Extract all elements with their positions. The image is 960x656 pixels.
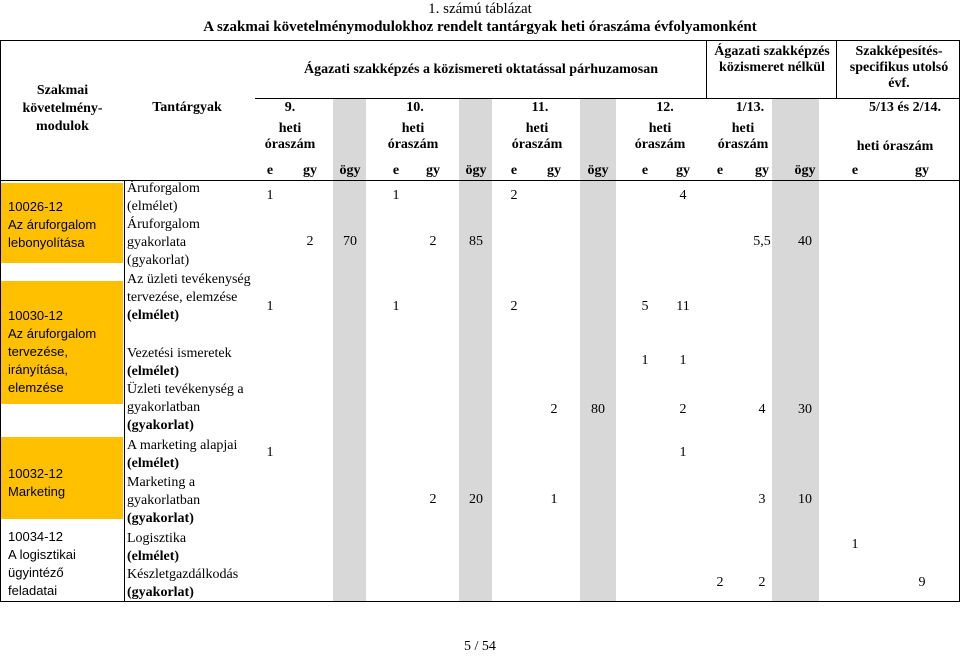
rule-module-col (124, 180, 125, 602)
heti-oraszam-12: heti óraszám (634, 121, 686, 152)
lesson-type-2: ögy (339, 163, 361, 178)
rule-bottom (0, 601, 960, 602)
subject-marketing-alapjai: A marketing alapjai (elmélet) (127, 438, 238, 471)
year-12: 12. (656, 100, 674, 115)
lesson-type-9: e (641, 163, 649, 178)
lesson-type-13: ögy (794, 163, 816, 178)
subject-logisztika: Logisztika (elmélet) (127, 531, 187, 564)
heti-oraszam-1-13: heti óraszám (717, 121, 769, 152)
hours-value: 1 (679, 445, 687, 460)
heti-oraszam-last: heti óraszám (856, 139, 934, 154)
subject-keszletgazdalkodas: Készletgazdálkodás (gyakorlat) (127, 567, 239, 600)
hours-value: 1 (266, 299, 274, 314)
hours-value: 85 (469, 234, 483, 249)
hours-value: 1 (266, 188, 274, 203)
hours-value: 2 (550, 402, 558, 417)
hours-value: 2 (306, 234, 314, 249)
heti-oraszam-10: heti óraszám (387, 121, 439, 152)
lesson-type-0: e (266, 163, 274, 178)
hours-value: 2 (510, 299, 518, 314)
module-10030: 10030-12 Az áruforgalom tervezése, irányítása, elemzése (8, 308, 97, 395)
hours-value: 9 (918, 575, 926, 590)
year-9: 9. (284, 100, 296, 115)
lesson-type-8: ögy (587, 163, 609, 178)
hours-value: 1 (392, 299, 400, 314)
hours-value: 5 (641, 299, 649, 314)
lesson-type-11: e (716, 163, 724, 178)
subjects-column-header: Tantárgyak (152, 100, 222, 115)
subject-aruforgalom: Áruforgalom (elmélet) (127, 181, 200, 214)
hours-value: 2 (429, 492, 437, 507)
rule-years (255, 98, 960, 99)
lesson-type-15: gy (915, 163, 929, 178)
rule-left (0, 40, 1, 602)
hours-value: 1 (392, 188, 400, 203)
hours-value: 1 (550, 492, 558, 507)
hours-value: 4 (679, 188, 687, 203)
hours-value: 2 (510, 188, 518, 203)
hours-value: 2 (758, 575, 766, 590)
page-number: 5 / 54 (464, 639, 496, 654)
hours-value: 2 (429, 234, 437, 249)
hours-value: 1 (679, 353, 687, 368)
hours-value: 3 (758, 492, 766, 507)
hours-value: 2 (716, 575, 724, 590)
year-11: 11. (531, 100, 549, 115)
year-5-13-2-14: 5/13 és 2/14. (869, 100, 941, 115)
table-title: A szakmai követelménymodulokhoz rendelt tantárgyak heti óraszáma évfolyamonként (203, 19, 757, 35)
rule-group-a (706, 40, 707, 98)
hours-value: 11 (676, 299, 690, 314)
rule-body (0, 180, 960, 181)
group-no-general-header: Ágazati szakképzés közismeret nélkül (714, 44, 830, 75)
lesson-type-1: gy (303, 163, 317, 178)
rule-group-b (836, 40, 837, 98)
heti-oraszam-9: heti óraszám (264, 121, 316, 152)
hours-value: 30 (798, 402, 812, 417)
hours-value: 1 (641, 353, 649, 368)
hours-value: 20 (469, 492, 483, 507)
lesson-type-5: ögy (465, 163, 487, 178)
lesson-type-3: e (392, 163, 400, 178)
hours-value: 70 (343, 234, 357, 249)
subject-marketing-gyakorlat: Marketing a gyakorlatban (gyakorlat) (127, 475, 201, 526)
module-10034: 10034-12 A logisztikai ügyintéző feladatai (8, 529, 76, 598)
hours-value: 4 (758, 402, 766, 417)
module-10032: 10032-12 Marketing (8, 466, 66, 499)
lesson-type-10: gy (676, 163, 690, 178)
subject-uzleti-gyakorlat: Üzleti tevékenység a gyakorlatban (gyakorlat) (127, 382, 244, 433)
hours-value: 10 (798, 492, 812, 507)
modules-column-header: Szakmai követelmény-modulok (22, 83, 103, 134)
table-caption: 1. számú táblázat (428, 1, 532, 17)
hours-value: 40 (798, 234, 812, 249)
subject-uzleti-tervezes: Az üzleti tevékenység tervezése, elemzése (elmélet) (127, 272, 251, 323)
hours-value: 2 (679, 402, 687, 417)
year-10: 10. (406, 100, 424, 115)
lesson-type-4: gy (426, 163, 440, 178)
lesson-type-6: e (510, 163, 518, 178)
subject-aruforgalom-gyakorlata: Áruforgalom gyakorlata (gyakorlat) (127, 217, 200, 268)
group-specific-header: Szakképesítés-specifikus utolsó évf. (849, 44, 949, 91)
subject-vezetesi-ismeretek: Vezetési ismeretek (elmélet) (127, 346, 232, 379)
hours-value: 80 (591, 402, 605, 417)
group-parallel-header: Ágazati szakképzés a közismereti oktatással párhuzamosan (303, 62, 658, 77)
lesson-type-12: gy (755, 163, 769, 178)
lesson-type-14: e (851, 163, 859, 178)
heti-oraszam-11: heti óraszám (511, 121, 563, 152)
hours-value: 5,5 (753, 234, 771, 249)
rule-top (0, 40, 960, 41)
lesson-type-7: gy (547, 163, 561, 178)
hours-value: 1 (266, 445, 274, 460)
hours-value: 1 (851, 537, 859, 552)
module-10026: 10026-12 Az áruforgalom lebonyolítása (8, 199, 97, 250)
year-1-13: 1/13. (735, 100, 765, 115)
